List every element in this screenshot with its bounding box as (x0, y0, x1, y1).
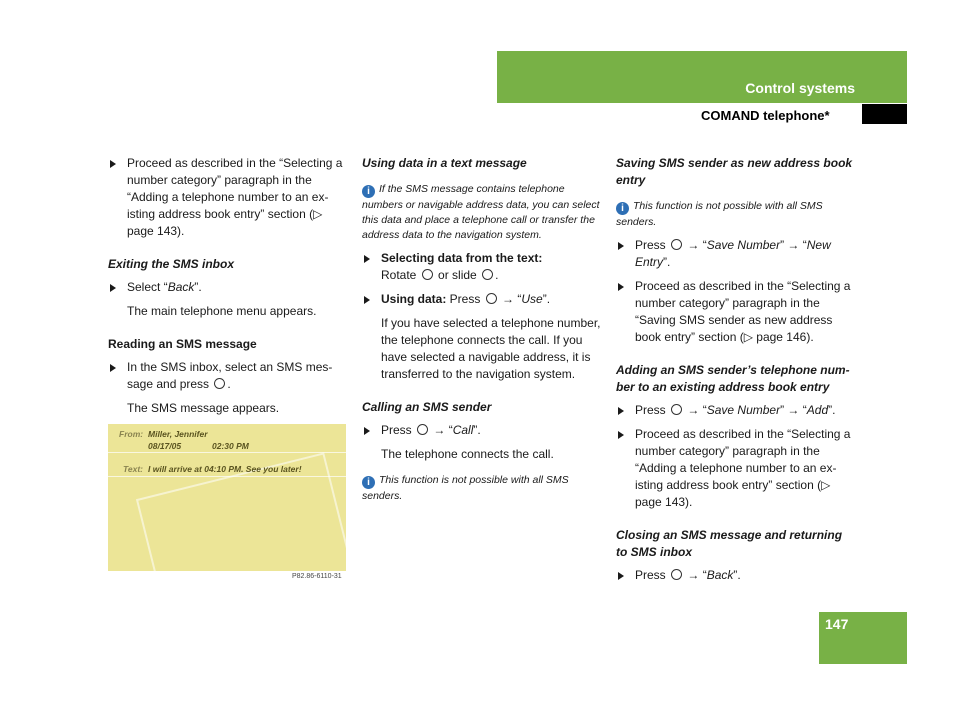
result-text: The SMS message appears. (127, 401, 280, 415)
result-text: The telephone connects the call. (381, 447, 554, 461)
list-item: Press → “Call”. (362, 422, 602, 439)
text-label: Text: (123, 464, 143, 474)
date-value: 08/17/05 (148, 441, 182, 451)
sms-message-screenshot (108, 424, 346, 571)
column-1 (108, 155, 348, 424)
press-knob-icon (417, 424, 428, 435)
list-item: Proceed as described in the “Selecting a number category” paragraph in the “Adding a telephone number to an existing address book entry” section (▷ page 143). (616, 426, 856, 511)
info-icon: i (616, 202, 629, 215)
column-3 (616, 155, 856, 591)
press-knob-icon (486, 293, 497, 304)
info-icon: i (362, 185, 375, 198)
press-knob-icon (214, 378, 225, 389)
list-item: Using data: Press → “Use”. (362, 291, 602, 308)
list-item: In the SMS inbox, select an SMS message and press . (108, 359, 348, 393)
list-item: Select “Back”. (108, 279, 348, 296)
slide-knob-icon (482, 269, 493, 280)
info-note: i This function is not possible with all SMS senders. (616, 200, 823, 228)
list-item: Selecting data from the text: Rotate or slide . (362, 250, 602, 284)
section-heading: Adding an SMS sender’s telephone number to an existing address book entry (616, 363, 850, 394)
section-heading: Saving SMS sender as new address book entry (616, 156, 853, 187)
subsection-title: COMAND telephone* (701, 108, 830, 123)
time-value: 02:30 PM (212, 441, 249, 451)
header-band (497, 51, 907, 103)
page-number-box (819, 612, 907, 664)
list-item: Press → “Back”. (616, 567, 856, 584)
result-text: If you have selected a telephone number, the telephone connects the call. If you have selected a navigable address, it is transferred to the navigation system. (381, 316, 601, 381)
header-marker (862, 104, 907, 124)
image-code: P82.86-6110-31 (292, 573, 342, 580)
section-heading: Using data in a text message (362, 156, 527, 170)
rotate-knob-icon (422, 269, 433, 280)
page-number: 147 (825, 616, 849, 632)
section-title: Control systems (745, 80, 855, 96)
list-item: Proceed as described in the “Selecting a number category” paragraph in the “Saving SMS sender as new address book entry” section (▷ page 146). (616, 278, 856, 346)
info-icon: i (362, 476, 375, 489)
list-item: Press → “Save Number” → “New Entry”. (616, 237, 856, 271)
info-note: i If the SMS message contains telephone numbers or navigable address data, you can select this data and place a telephone call or transfer the address data to the navigation system. (362, 183, 600, 241)
section-heading: Reading an SMS message (108, 337, 257, 351)
section-heading: Closing an SMS message and returning to SMS inbox (616, 528, 843, 559)
info-note: i This function is not possible with all SMS senders. (362, 474, 569, 502)
press-knob-icon (671, 404, 682, 415)
section-heading: Calling an SMS sender (362, 400, 492, 414)
list-item: Proceed as described in the “Selecting a number category” paragraph in the “Adding a telephone number to an existing address book entry” section (▷ page 143). (108, 155, 348, 240)
list-item: Press → “Save Number” → “Add”. (616, 402, 856, 419)
press-knob-icon (671, 239, 682, 250)
text-value: I will arrive at 04:10 PM. See you later! (148, 464, 302, 474)
press-knob-icon (671, 569, 682, 580)
from-label: From: (119, 429, 144, 439)
section-heading: Exiting the SMS inbox (108, 257, 235, 271)
result-text: The main telephone menu appears. (127, 304, 317, 318)
from-value: Miller, Jennifer (148, 429, 208, 439)
column-2 (362, 155, 602, 511)
